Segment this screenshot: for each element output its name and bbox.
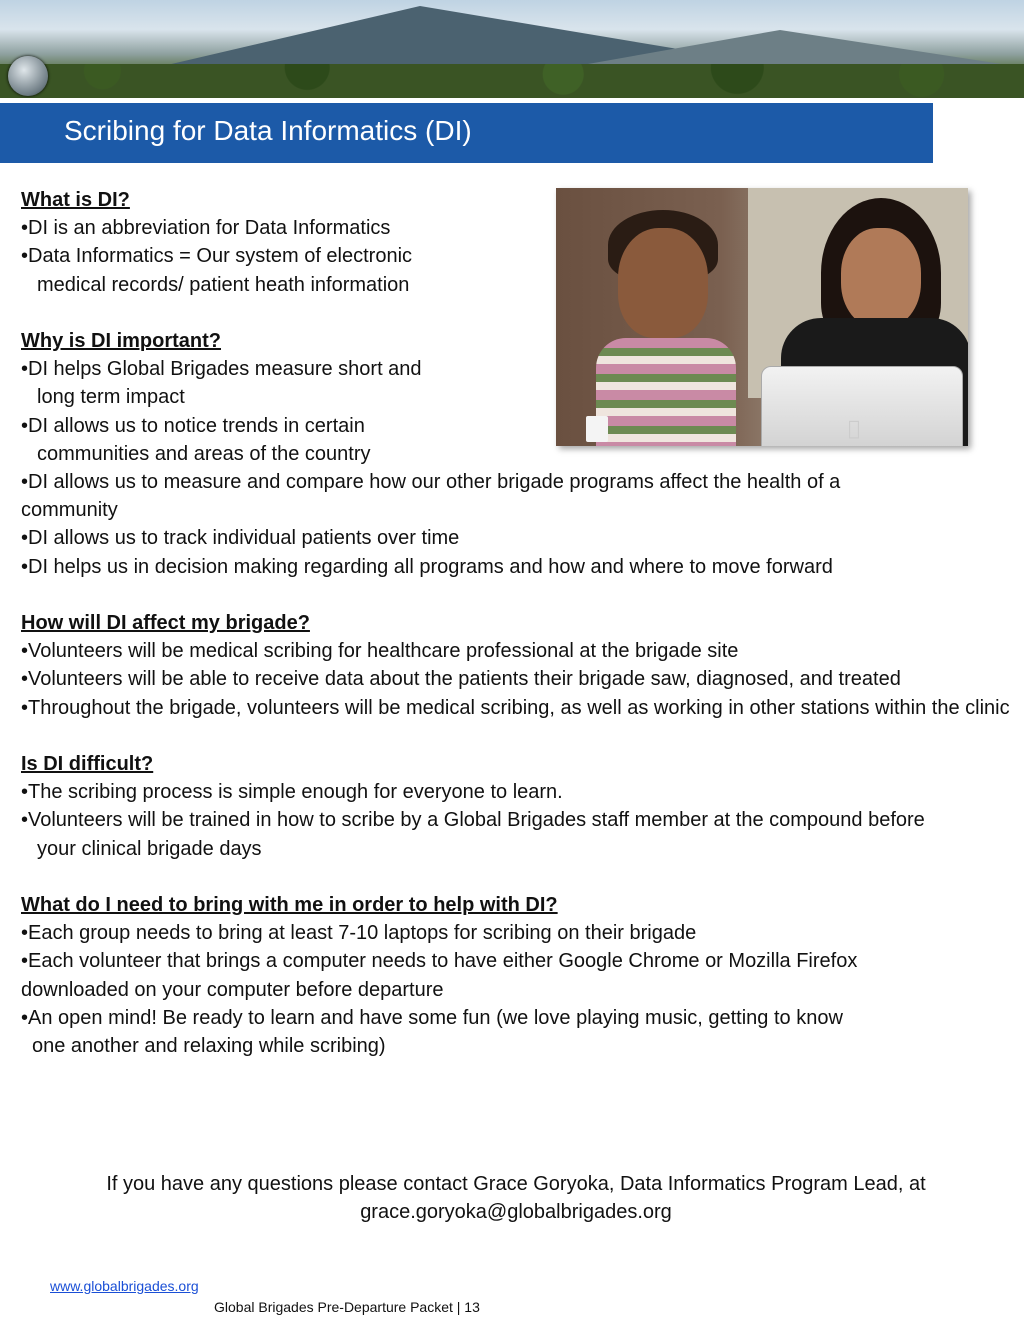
bullet: •Each volunteer that brings a computer needs to have either Google Chrome or Mozilla Firefox downloaded on your computer before departure — [21, 950, 858, 1001]
globe-logo-icon — [8, 56, 48, 96]
section-heading-difficult: Is DI difficult? — [21, 753, 154, 776]
spacer — [21, 722, 1011, 750]
treeline-shape — [0, 64, 1024, 98]
page-title: Scribing for Data Informatics (DI) — [64, 115, 472, 146]
bullet: •Volunteers will be able to receive data about the patients their brigade saw, diagnosed, and treated — [21, 668, 901, 691]
section-heading-what: What is DI? — [21, 189, 130, 211]
spacer — [21, 299, 1011, 327]
contact-email: grace.goryoka@globalbrigades.org — [360, 1201, 672, 1224]
spacer — [21, 863, 1011, 891]
bullet: •An open mind! Be ready to learn and have some fun (we love playing music, getting to know — [21, 1006, 843, 1029]
bullet-continuation: medical records/ patient heath information — [37, 273, 410, 296]
contact-line: If you have any questions please contact Grace Goryoka, Data Informatics Program Lead, at — [106, 1173, 926, 1195]
website-link[interactable]: www.globalbrigades.org — [50, 1278, 199, 1294]
spacer — [21, 581, 1011, 609]
bullet-continuation: communities and areas of the country — [37, 442, 371, 465]
bullet: •DI allows us to notice trends in certain — [21, 414, 365, 437]
bullet: •DI helps us in decision making regarding all programs and how and where to move forward — [21, 555, 833, 578]
bullet-continuation: long term impact — [37, 386, 185, 409]
bullet: •DI helps Global Brigades measure short and — [21, 358, 422, 381]
section-heading-why: Why is DI important? — [21, 330, 221, 352]
bullet: •Each group needs to bring at least 7-10 laptops for scribing on their brigade — [21, 922, 697, 945]
title-bar — [0, 103, 933, 163]
bullet-continuation: your clinical brigade days — [37, 837, 262, 860]
bullet: •Data Informatics = Our system of electronic — [21, 245, 413, 268]
bullet: •Throughout the brigade, volunteers will be medical scribing, as well as working in other stations within the clinic — [21, 696, 1010, 719]
bullet: •DI allows us to track individual patients over time — [21, 527, 460, 550]
bullet: •Volunteers will be trained in how to scribe by a Global Brigades staff member at the compound before — [21, 809, 925, 832]
section-heading-how: How will DI affect my brigade? — [21, 612, 310, 635]
header-banner-image — [0, 0, 1024, 98]
bullet: •The scribing process is simple enough for everyone to learn. — [21, 781, 563, 804]
page-footer: Global Brigades Pre-Departure Packet | 13 — [214, 1299, 480, 1315]
bullet: •Volunteers will be medical scribing for healthcare professional at the brigade site — [21, 640, 739, 663]
bullet: •DI allows us to measure and compare how our other brigade programs affect the health of a community — [21, 471, 841, 522]
bullet-continuation: one another and relaxing while scribing) — [32, 1035, 386, 1058]
section-heading-bring: What do I need to bring with me in order to help with DI? — [21, 894, 558, 917]
main-content — [21, 186, 1011, 1060]
contact-note — [30, 1170, 1002, 1226]
bullet: •DI is an abbreviation for Data Informatics — [21, 217, 391, 240]
